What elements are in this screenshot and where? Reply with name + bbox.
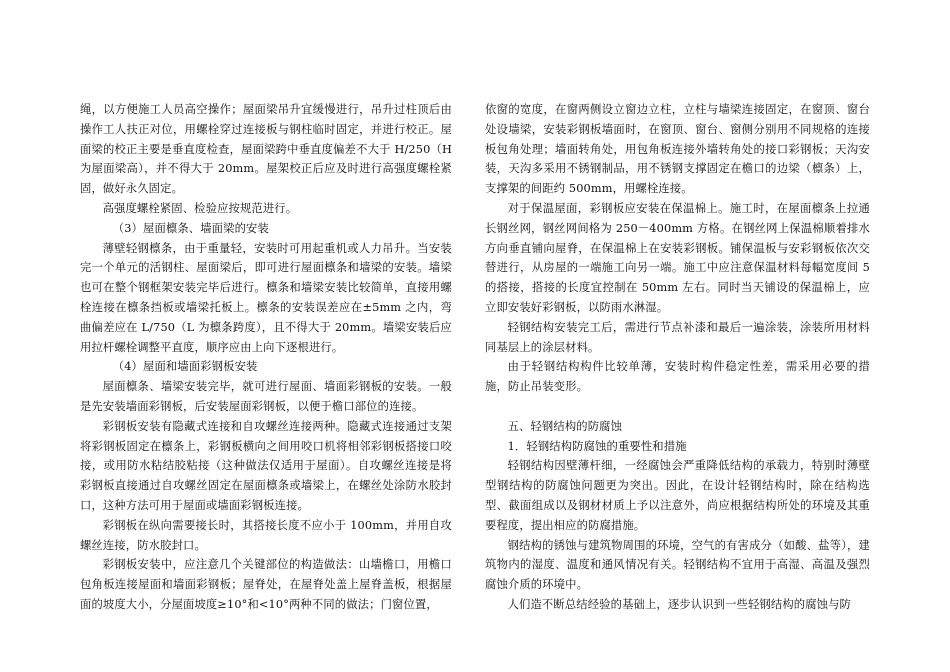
paragraph: 依窗的宽度，在窗两侧设立窗边立柱，立柱与墙梁连接固定，在窗顶、窗台处设墙梁，安装彩钢板墙面时，在窗顶、窗台、窗侧分别用不同规格的连接板包角处理；墙面转角处，用包角板连接外墙转角处的接口彩钢板；天沟安装，天沟多采用不锈钢制品，用不锈钢支撑固定在檐口的边梁（檩条）上，支撑架的间距约 500mm，用螺栓连接。: [485, 103, 870, 196]
paragraph: 高强度螺栓紧固、检验应按规范进行。: [102, 201, 298, 215]
paragraph: 彩钢板安装有隐藏式连接和自攻螺丝连接两种。隐藏式连接通过支架将彩钢板固定在檩条上，彩钢板横向之间用咬口机将相邻彩钢板搭接口咬接，或用防水粘结胶粘接（这种做法仅适用于屋面）。自攻螺丝连接是将彩钢板直接通过自攻螺丝固定在屋面檩条或墙梁上，在螺丝处涂防水胶封口，这种方法可用于屋面或墙面彩钢板连接。: [80, 419, 452, 512]
left-column: [80, 100, 452, 615]
paragraph: 钢结构的锈蚀与建筑物周围的环境，空气的有害成分（如酸、盐等），建筑物内的湿度、温度和通风情况有关。轻钢结构不宜用于高湿、高温及强烈腐蚀介质的环境中。: [485, 538, 870, 592]
right-column: [485, 100, 870, 615]
paragraph: 人们造不断总结经验的基础上，逐步认识到一些轻钢结构的腐蚀与防: [507, 597, 852, 611]
section-heading: 五、轻钢结构的防腐蚀: [507, 419, 623, 433]
paragraph: 轻钢结构因壁薄杆细，一经腐蚀会严重降低结构的承载力，特别时薄壁型钢结构的防腐蚀问题更为突出。因此，在设计轻钢结构时，除在结构选型、截面组成以及钢材材质上予以注意外，尚应根据结构所处的环境及其重要程度，提出相应的防腐措施。: [485, 459, 870, 532]
paragraph: 对于保温屋面，彩钢板应安装在保温棉上。施工时，在屋面檩条上拉通长钢丝网，钢丝网间格为 250－400mm 方格。在钢丝网上保温棉顺着排水方向垂直铺向屋脊，在保温棉上在安装彩钢板。铺保温板与安彩钢板依次交替进行，从房屋的一端施工向另一端。施工中应注意保温材料每幅宽度间 5 的搭接，搭接的长度宜控制在 50mm 左右。同时当天铺设的保温棉上，应立即安装好彩钢板，以防雨水淋湿。: [485, 201, 870, 314]
subsection-heading: 1．轻钢结构防腐蚀的重要性和措施: [507, 439, 687, 453]
section-heading: （3）屋面檩条、墙面梁的安装: [112, 221, 269, 235]
paragraph: 屋面檩条、墙梁安装完毕，就可进行屋面、墙面彩钢板的安装。一般是先安装墙面彩钢板，后安装屋面彩钢板，以便于檐口部位的连接。: [80, 380, 452, 413]
section-heading: （4）屋面和墙面彩钢板安装: [112, 360, 258, 374]
paragraph: 薄壁轻钢檩条，由于重量轻，安装时可用起重机或人力吊升。当安装完一个单元的活钢柱、屋面梁后，即可进行屋面檩条和墙梁的安装。墙梁也可在整个钢框架安装完毕后进行。檩条和墙梁安装比较简单，直接用螺栓连接在檩条挡板或墙梁托板上。檩条的安装误差应在±5mm 之内，弯曲偏差应在 L/750（L 为檩条跨度），且不得大于 20mm。墙梁安装后应用拉杆螺栓调整平直度，顺序应由上向下逐根进行。: [80, 241, 452, 354]
paragraph: 轻钢结构安装完工后，需进行节点补漆和最后一遍涂装，涂装所用材料同基层上的涂层材料。: [485, 320, 870, 354]
paragraph: 彩钢板在纵向需要接长时，其搭接长度不应小于 100mm，并用自攻螺丝连接，防水胶封口。: [80, 518, 452, 552]
paragraph: 绳，以方便施工人员高空操作；屋面梁吊升宜缓慢进行，吊升过柱顶后由操作工人扶正对位，用螺栓穿过连接板与钢柱临时固定，并进行校正。屋面梁的校正主要是垂直度检查，屋面梁跨中垂直度偏差不大于 H/250（H 为屋面梁高），并不得大于 20mm。屋架校正后应及时进行高强度螺栓紧固，做好永久固定。: [80, 103, 452, 196]
blank-line: [485, 397, 870, 417]
paragraph: 由于轻钢结构构件比较单薄，安装时构件稳定性差，需采用必要的措施，防止吊装变形。: [485, 360, 870, 394]
paragraph: 彩钢板安装中，应注意几个关键部位的构造做法：山墙檐口，用檐口包角板连接屋面和墙面彩钢板；屋脊处，在屋脊处盖上屋脊盖板，根据屋面的坡度大小，分屋面坡度≥10°和<10°两种不同的做法；门窗位置，: [80, 558, 452, 611]
